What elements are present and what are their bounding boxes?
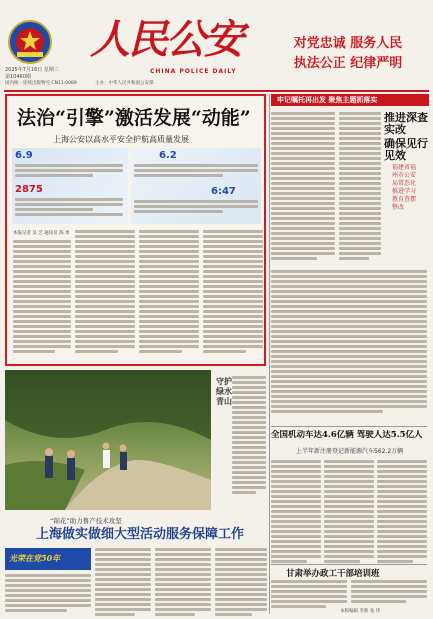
mid-kicker: “锦花”助力鲁产技术攻坚 xyxy=(50,517,122,525)
right-feature-title-2: 确保见行见效 xyxy=(384,138,428,162)
stat-3: 6.2 xyxy=(159,150,177,161)
right-mid-title: 全国机动车达4.6亿辆 驾驶人达5.5亿人 xyxy=(271,430,423,440)
party-badge xyxy=(5,548,91,570)
right-mid-col-1 xyxy=(271,460,321,565)
right-bottom-col-2 xyxy=(351,580,427,605)
right-feature-title-1: 推进深查实改 xyxy=(384,112,428,136)
slogan-line-1: 对党忠诚 服务人民 xyxy=(293,36,403,51)
masthead xyxy=(0,0,433,90)
footer-note: 本版编辑 李新 张 伟 xyxy=(340,609,381,614)
party-badge-text: 光荣在党50年 xyxy=(9,553,61,563)
stat-1: 6.9 xyxy=(15,150,33,161)
right-bottom-rule xyxy=(271,564,427,565)
photo-caption: 守护绿水青山 xyxy=(216,376,232,406)
newspaper-title-en: CHINA POLICE DAILY xyxy=(150,68,237,75)
lead-body-col-3 xyxy=(139,230,199,355)
issue-date: 2025年7月16日 星期三 xyxy=(5,67,59,73)
infographic-right xyxy=(131,148,261,224)
right-body-col-1 xyxy=(271,112,335,262)
issue-number: 第10460期 xyxy=(5,74,31,80)
right-mid-subtitle: 上半年新注册登记新能源汽车562.2万辆 xyxy=(296,448,404,455)
right-vertical-subtitle: 福建省福州市公安局常态化推进学习教育查摆整改 xyxy=(392,164,417,211)
lead-byline: 本报记者 吴 艺 通讯员 陈 勇 xyxy=(13,231,70,236)
stat-4: 6:47 xyxy=(211,186,236,197)
right-banner-text: 牢记嘱托再出发 聚焦主题抓落实 xyxy=(277,96,378,104)
right-mid-col-3 xyxy=(377,460,427,565)
forest-patrol-photo xyxy=(5,370,211,510)
photo-caption-body xyxy=(232,376,266,496)
right-mid-rule xyxy=(271,426,427,427)
newspaper-title: 人民公安 xyxy=(90,16,242,63)
slogan-box xyxy=(268,32,428,72)
mid-body-col-3 xyxy=(155,548,211,618)
masthead-rule xyxy=(4,90,429,92)
mid-body-col-4 xyxy=(215,548,267,618)
lead-story-frame xyxy=(5,94,266,366)
right-mid-col-2 xyxy=(324,460,374,565)
right-body-wide xyxy=(271,270,427,415)
right-bottom-col-1 xyxy=(271,580,347,610)
lead-subtitle: 上海公安以高水平安全护航高质量发展 xyxy=(53,135,189,144)
lead-title: 法治“引擎”激活发展“动能” xyxy=(17,107,251,129)
lead-body-col-4 xyxy=(203,230,263,355)
mid-headline-title: 上海做实做细大型活动服务保障工作 xyxy=(36,527,245,542)
column-separator xyxy=(269,94,270,614)
infographic xyxy=(12,148,128,224)
lead-body-col-2 xyxy=(75,230,135,355)
right-body-col-2 xyxy=(339,112,381,262)
publication-code: 国内统一连续出版物号 CN11-0089 xyxy=(5,81,77,86)
slogan-line-2: 执法公正 纪律严明 xyxy=(293,56,403,71)
mid-body-col-2 xyxy=(95,548,151,618)
right-bottom-title: 甘肃举办政工干部培训班 xyxy=(286,569,380,579)
stat-2: 2875 xyxy=(15,184,43,195)
publisher-line: 主办：中华人民共和国公安部 xyxy=(95,81,154,86)
lead-body-col-1 xyxy=(13,240,71,355)
mid-body-col-1 xyxy=(5,574,91,614)
police-emblem-icon xyxy=(8,20,52,64)
right-banner xyxy=(271,94,429,106)
